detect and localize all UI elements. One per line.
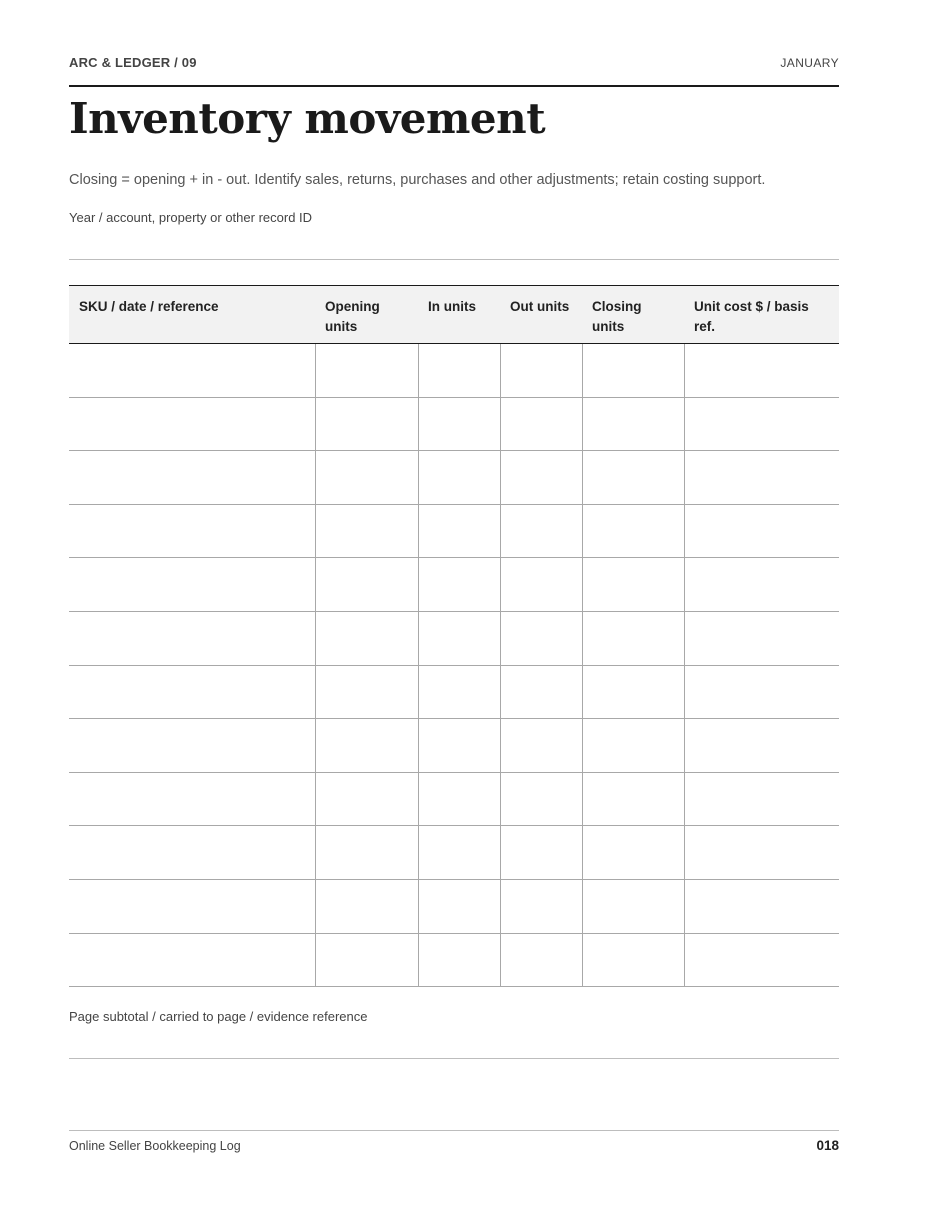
cell-closing-units[interactable] xyxy=(582,772,684,826)
cell-opening-units[interactable] xyxy=(315,451,418,505)
table-row xyxy=(69,397,839,451)
cell-out-units[interactable] xyxy=(500,504,582,558)
cell-unit-cost[interactable] xyxy=(684,719,839,773)
cell-out-units[interactable] xyxy=(500,772,582,826)
column-header-in-units: In units xyxy=(418,286,500,344)
cell-opening-units[interactable] xyxy=(315,558,418,612)
column-header-unit-cost: Unit cost $ / basis ref. xyxy=(684,286,839,344)
cell-closing-units[interactable] xyxy=(582,879,684,933)
cell-sku[interactable] xyxy=(69,611,315,665)
table-body xyxy=(69,344,839,987)
cell-opening-units[interactable] xyxy=(315,397,418,451)
cell-sku[interactable] xyxy=(69,719,315,773)
column-header-opening-units: Opening units xyxy=(315,286,418,344)
table-row xyxy=(69,504,839,558)
cell-closing-units[interactable] xyxy=(582,344,684,398)
page-title: Inventory movement xyxy=(69,94,546,143)
cell-unit-cost[interactable] xyxy=(684,397,839,451)
column-header-sku: SKU / date / reference xyxy=(69,286,315,344)
month-label: JANUARY xyxy=(780,56,839,70)
cell-in-units[interactable] xyxy=(418,344,500,398)
cell-unit-cost[interactable] xyxy=(684,826,839,880)
cell-sku[interactable] xyxy=(69,451,315,505)
cell-opening-units[interactable] xyxy=(315,719,418,773)
table-header-row xyxy=(69,286,839,344)
table-row xyxy=(69,879,839,933)
column-header-out-units: Out units xyxy=(500,286,582,344)
cell-in-units[interactable] xyxy=(418,611,500,665)
cell-in-units[interactable] xyxy=(418,826,500,880)
subtotal-field[interactable] xyxy=(69,1058,839,1059)
page-number: 018 xyxy=(816,1138,839,1153)
cell-in-units[interactable] xyxy=(418,772,500,826)
cell-in-units[interactable] xyxy=(418,504,500,558)
cell-sku[interactable] xyxy=(69,772,315,826)
cell-unit-cost[interactable] xyxy=(684,611,839,665)
cell-opening-units[interactable] xyxy=(315,826,418,880)
cell-closing-units[interactable] xyxy=(582,504,684,558)
cell-opening-units[interactable] xyxy=(315,504,418,558)
record-id-field[interactable] xyxy=(69,259,839,260)
cell-closing-units[interactable] xyxy=(582,719,684,773)
cell-in-units[interactable] xyxy=(418,719,500,773)
cell-opening-units[interactable] xyxy=(315,933,418,987)
cell-unit-cost[interactable] xyxy=(684,451,839,505)
cell-closing-units[interactable] xyxy=(582,451,684,505)
table-row xyxy=(69,344,839,398)
cell-sku[interactable] xyxy=(69,558,315,612)
cell-in-units[interactable] xyxy=(418,665,500,719)
cell-closing-units[interactable] xyxy=(582,933,684,987)
cell-in-units[interactable] xyxy=(418,558,500,612)
cell-out-units[interactable] xyxy=(500,719,582,773)
cell-closing-units[interactable] xyxy=(582,558,684,612)
table-row xyxy=(69,611,839,665)
cell-unit-cost[interactable] xyxy=(684,558,839,612)
page xyxy=(69,0,839,1210)
cell-unit-cost[interactable] xyxy=(684,879,839,933)
cell-sku[interactable] xyxy=(69,504,315,558)
cell-opening-units[interactable] xyxy=(315,879,418,933)
cell-in-units[interactable] xyxy=(418,397,500,451)
cell-closing-units[interactable] xyxy=(582,397,684,451)
table-row xyxy=(69,772,839,826)
cell-opening-units[interactable] xyxy=(315,772,418,826)
cell-out-units[interactable] xyxy=(500,826,582,880)
page-header xyxy=(69,55,839,87)
cell-unit-cost[interactable] xyxy=(684,344,839,398)
table-row xyxy=(69,558,839,612)
footer-divider xyxy=(69,1130,839,1131)
cell-in-units[interactable] xyxy=(418,451,500,505)
cell-out-units[interactable] xyxy=(500,611,582,665)
inventory-table xyxy=(69,285,839,987)
cell-out-units[interactable] xyxy=(500,933,582,987)
cell-sku[interactable] xyxy=(69,665,315,719)
cell-sku[interactable] xyxy=(69,933,315,987)
cell-out-units[interactable] xyxy=(500,879,582,933)
table-row xyxy=(69,933,839,987)
cell-closing-units[interactable] xyxy=(582,826,684,880)
cell-sku[interactable] xyxy=(69,397,315,451)
instructions-text: Closing = opening + in - out. Identify sales, returns, purchases and other adjustments; retain costing support. xyxy=(69,172,766,188)
cell-out-units[interactable] xyxy=(500,451,582,505)
table-row xyxy=(69,719,839,773)
cell-in-units[interactable] xyxy=(418,879,500,933)
table-row xyxy=(69,665,839,719)
table-row xyxy=(69,451,839,505)
cell-sku[interactable] xyxy=(69,826,315,880)
cell-unit-cost[interactable] xyxy=(684,933,839,987)
cell-opening-units[interactable] xyxy=(315,611,418,665)
cell-out-units[interactable] xyxy=(500,397,582,451)
cell-closing-units[interactable] xyxy=(582,611,684,665)
cell-opening-units[interactable] xyxy=(315,665,418,719)
cell-sku[interactable] xyxy=(69,879,315,933)
footer-title: Online Seller Bookkeeping Log xyxy=(69,1139,241,1153)
column-header-closing-units: Closing units xyxy=(582,286,684,344)
cell-opening-units[interactable] xyxy=(315,344,418,398)
cell-unit-cost[interactable] xyxy=(684,665,839,719)
cell-in-units[interactable] xyxy=(418,933,500,987)
cell-sku[interactable] xyxy=(69,344,315,398)
cell-out-units[interactable] xyxy=(500,665,582,719)
table-row xyxy=(69,826,839,880)
cell-closing-units[interactable] xyxy=(582,665,684,719)
cell-unit-cost[interactable] xyxy=(684,772,839,826)
brand-label: ARC & LEDGER / 09 xyxy=(69,55,197,70)
cell-out-units[interactable] xyxy=(500,558,582,612)
cell-out-units[interactable] xyxy=(500,344,582,398)
subtotal-label: Page subtotal / carried to page / evidence reference xyxy=(69,1009,368,1024)
record-id-label: Year / account, property or other record ID xyxy=(69,210,313,225)
cell-unit-cost[interactable] xyxy=(684,504,839,558)
